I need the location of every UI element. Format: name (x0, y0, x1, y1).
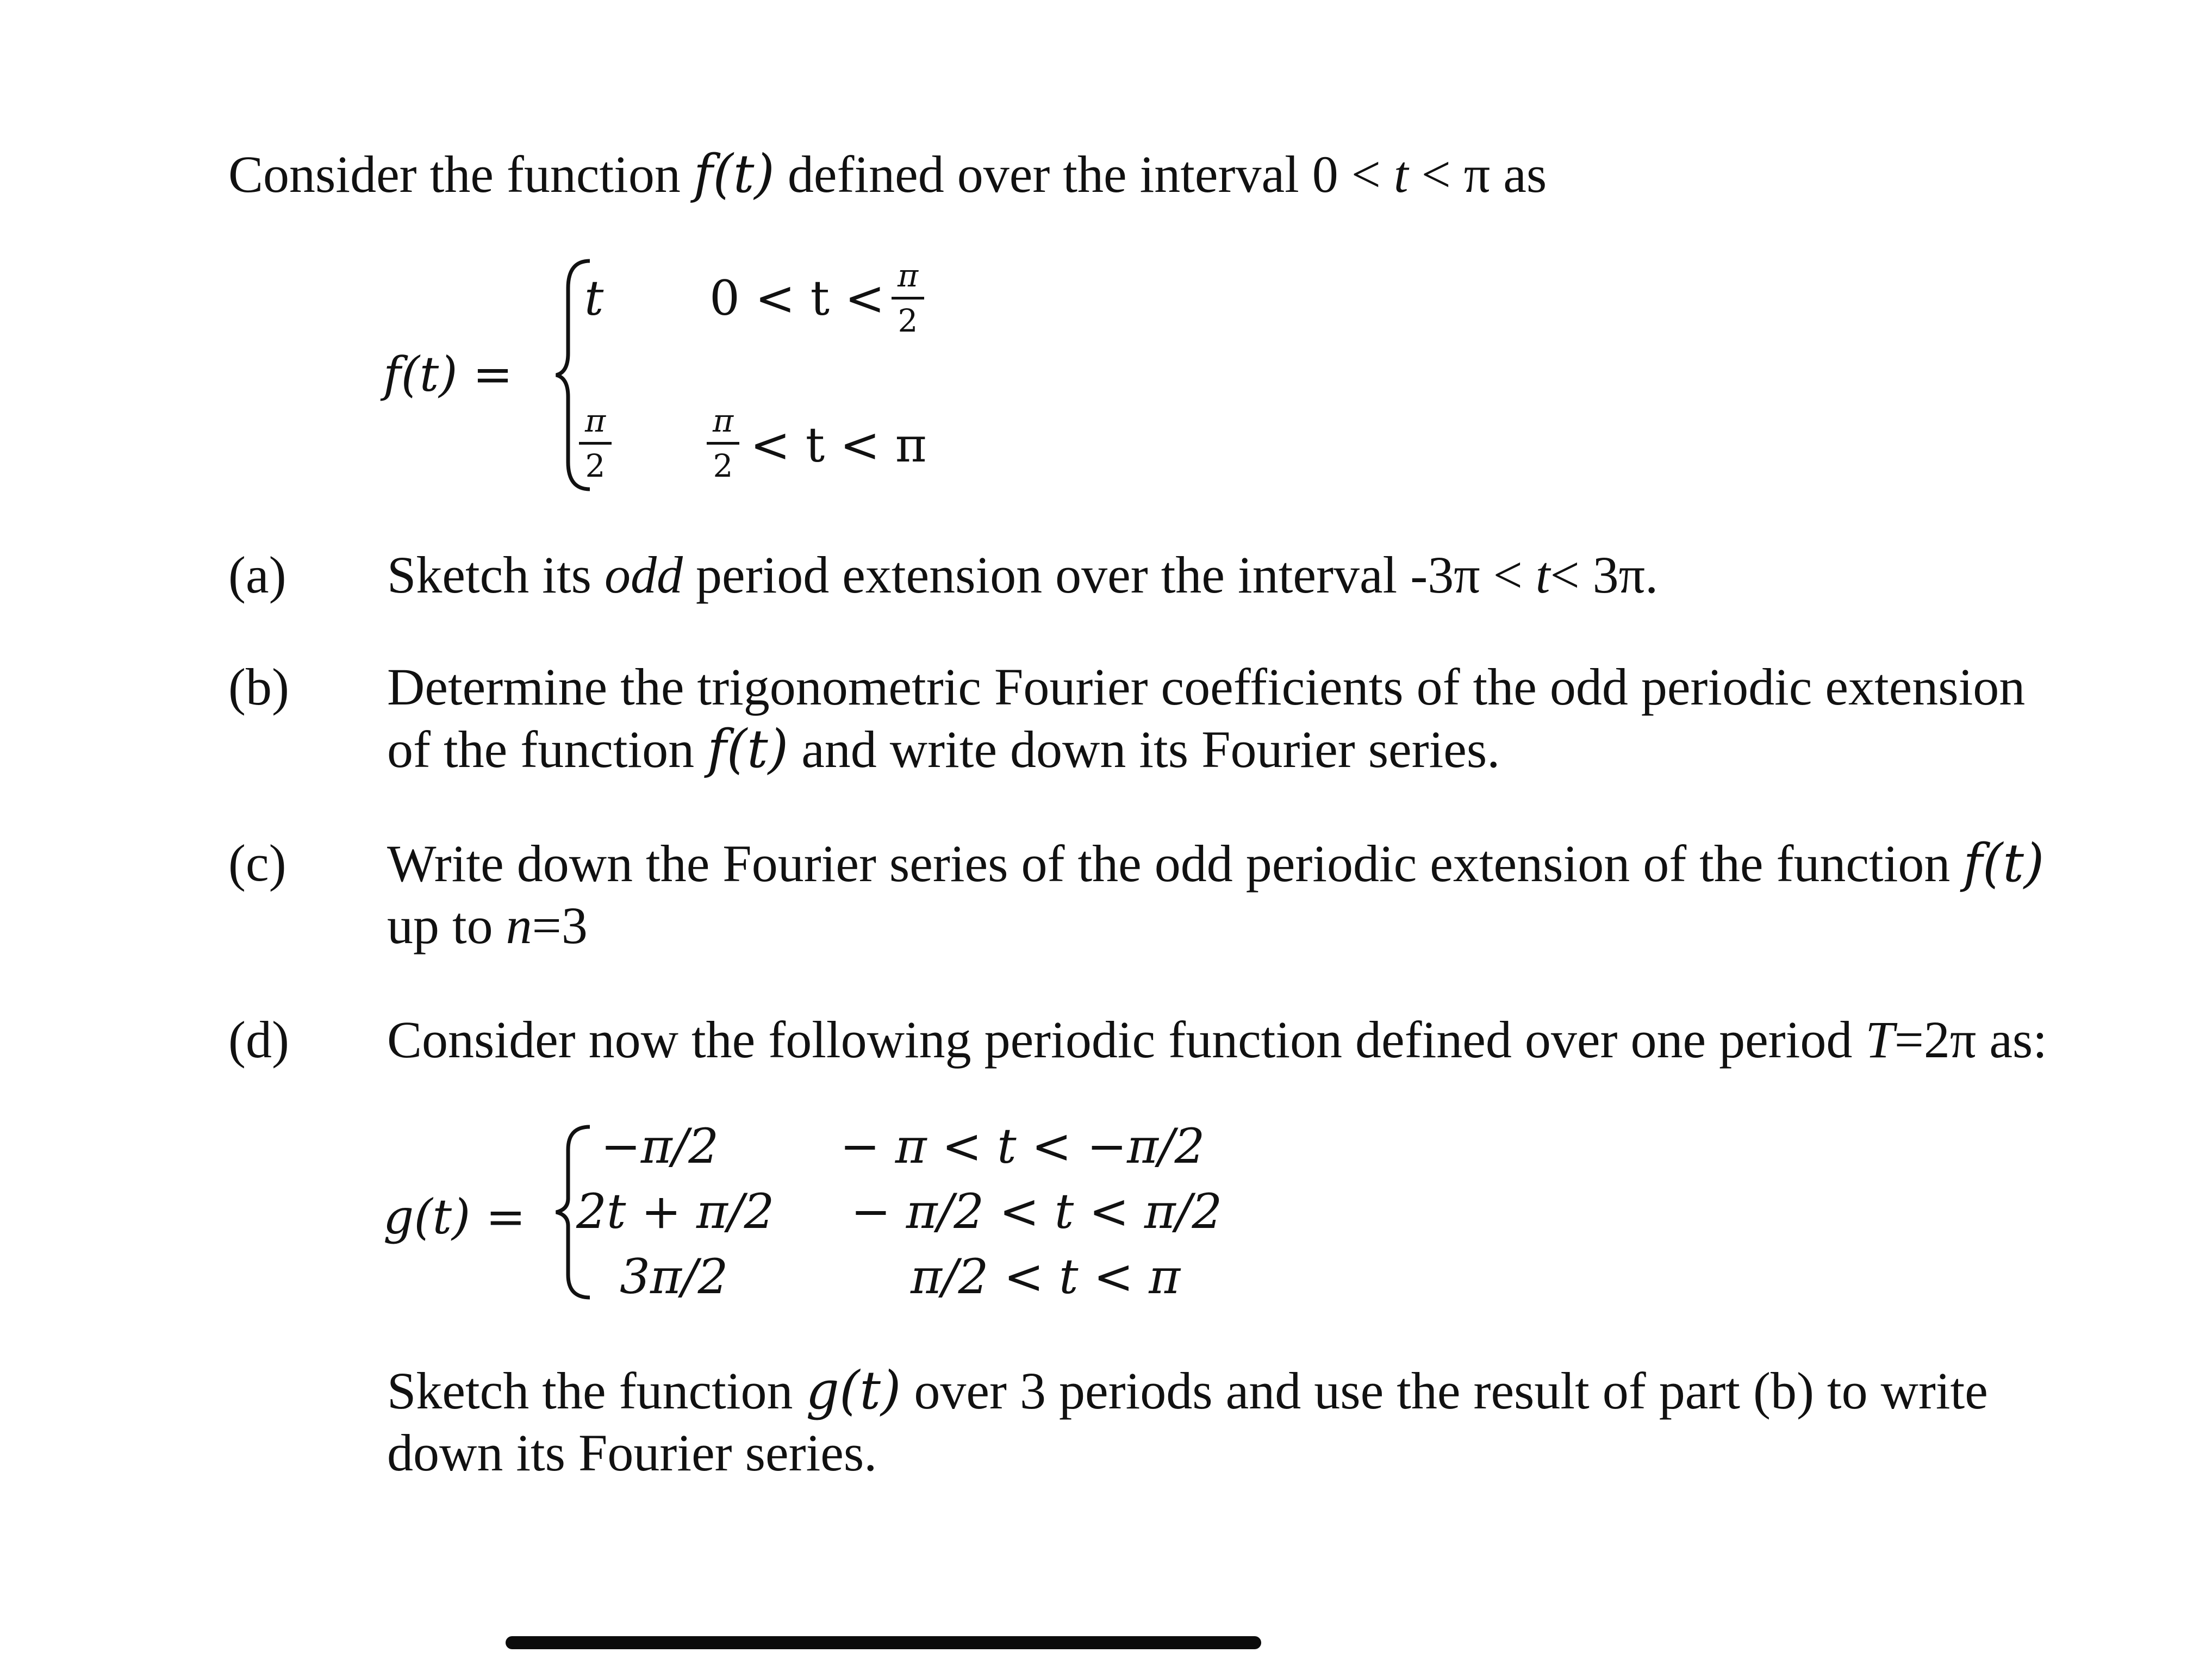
frac-bar (707, 442, 739, 445)
frac-den: 2 (898, 302, 918, 339)
part-b-line2 (387, 719, 1500, 779)
f-case1-cond-text: 0 < t < (709, 270, 885, 326)
g-case2-value: 2t + π/2 (576, 1183, 775, 1239)
f-def-lhs: f(t) = (383, 346, 513, 402)
frac-num: π (584, 402, 606, 439)
var-t: t (1535, 546, 1550, 604)
part-a-text-after: period extension over the interval -3π < (682, 546, 1536, 604)
frac-den: 2 (713, 447, 733, 484)
part-a-label: (a) (228, 546, 286, 604)
part-c-line1 (387, 833, 2045, 894)
g-case1-cond: − π < t < −π/2 (840, 1118, 1205, 1174)
intro-line (228, 144, 1547, 204)
frac-den: 2 (585, 447, 606, 484)
g-case2-cond: − π/2 < t < π/2 (851, 1183, 1223, 1239)
f-case1-cond (709, 270, 885, 326)
var-n: n (506, 896, 532, 955)
intro-text: Consider the function (228, 145, 694, 203)
var-T: T (1865, 1011, 1895, 1069)
part-c-label: (c) (228, 834, 286, 892)
closing-line1 (387, 1360, 1988, 1421)
intro-end-text: < π as (1408, 145, 1547, 203)
part-c-line2-after: =3 (532, 896, 588, 955)
part-b-line1: Determine the trigonometric Fourier coefficients of the odd periodic extension (387, 658, 2026, 716)
frac-bar (892, 297, 924, 300)
f-case2-value-frac (579, 402, 612, 484)
closing-line1-before: Sketch the function (387, 1362, 806, 1420)
part-d-label: (d) (228, 1011, 289, 1069)
frac-num: π (712, 402, 734, 439)
part-b-label: (b) (228, 658, 289, 716)
part-a-text (387, 546, 1659, 604)
frac-num: π (897, 257, 919, 294)
part-c-line2-before: up to (387, 896, 506, 955)
f-of-t: f(t) (707, 719, 789, 779)
intro-interval-text: defined over the interval 0 < (774, 145, 1394, 203)
part-c-line2 (387, 896, 588, 955)
frac-bar (579, 442, 612, 445)
part-c-line1-text: Write down the Fourier series of the odd periodic extension of the function (387, 834, 1964, 893)
g-of-t: g(t) (806, 1360, 901, 1421)
g-def-lhs: g(t) = (383, 1189, 526, 1245)
f-case2-cond: < t < π (750, 417, 927, 473)
part-d-text (387, 1011, 2047, 1069)
g-case3-cond: π/2 < t < π (911, 1249, 1181, 1305)
f-case1-frac (892, 257, 924, 339)
var-t: t (1393, 145, 1409, 203)
f-of-t: f(t) (693, 144, 775, 204)
emphasis-odd: odd (604, 546, 683, 604)
part-b-line2-after: and write down its Fourier series. (788, 720, 1500, 778)
g-case3-value: 3π/2 (620, 1249, 728, 1305)
part-d-text-before: Consider now the following periodic function defined over one period (387, 1011, 1866, 1069)
closing-line2: down its Fourier series. (387, 1424, 877, 1482)
f-case1-value: t (584, 270, 604, 326)
f-of-t: f(t) (1963, 833, 2045, 894)
home-indicator[interactable] (506, 1636, 1261, 1649)
part-a-text-end: < 3π. (1550, 546, 1659, 604)
f-case2-cond-frac (707, 402, 739, 484)
part-b-line2-before: of the function (387, 720, 708, 778)
closing-line1-after: over 3 periods and use the result of part (b) to write (901, 1362, 1988, 1420)
part-a-text-before: Sketch its (387, 546, 605, 604)
part-d-text-after: =2π as: (1894, 1011, 2047, 1069)
g-case1-value: −π/2 (601, 1118, 719, 1174)
